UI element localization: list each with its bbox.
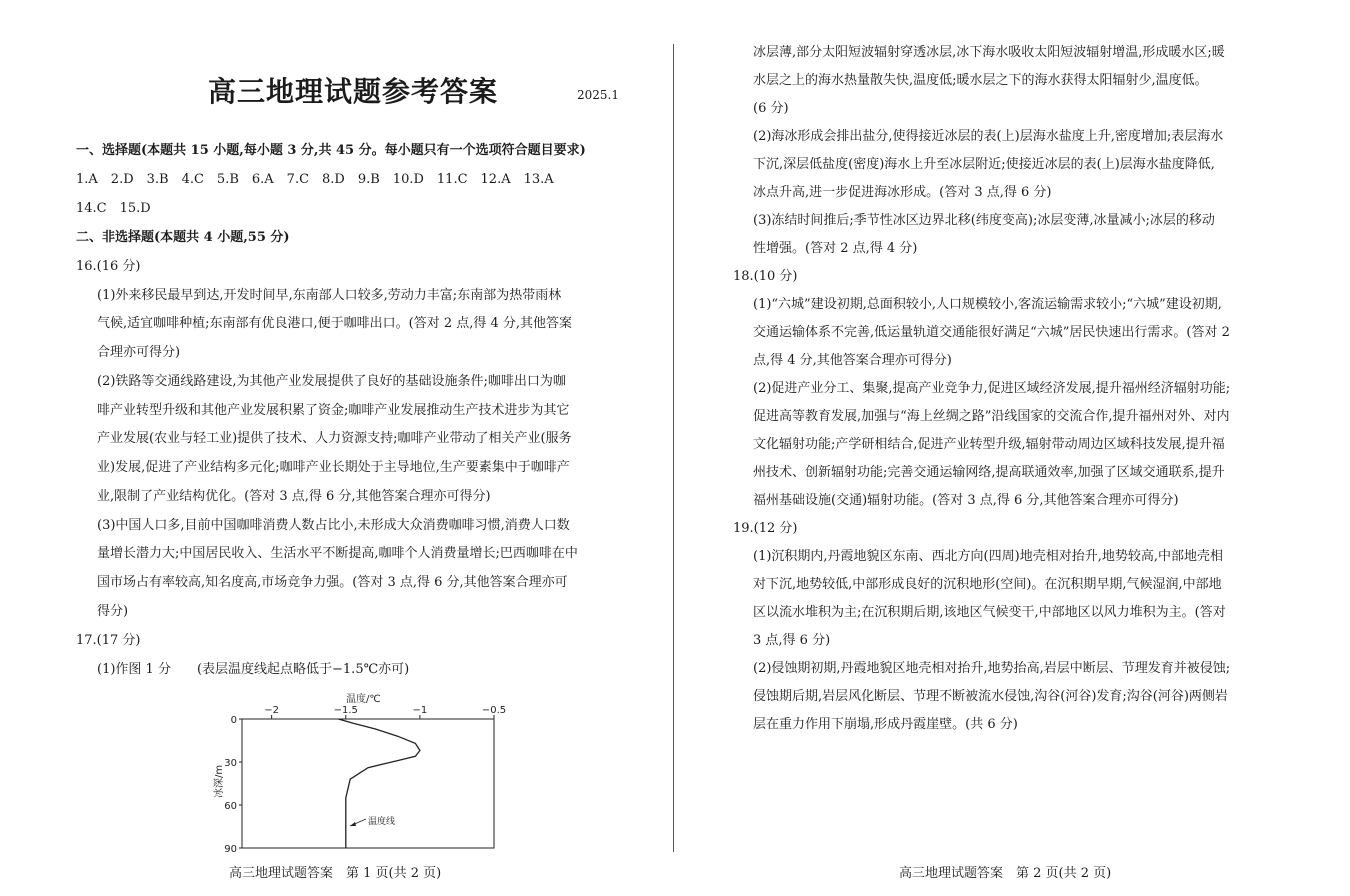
chart-ticks [224,705,506,855]
chart-ylabel: 冰深/m [214,764,225,798]
x-tick-label: −1.5 [333,705,358,716]
p2-line: 水层之上的海水热量散失快,温度低;暖水层之下的海水获得太阳辐射少,温度低。 [753,73,1208,88]
y-tick-label: 30 [224,758,237,769]
y-tick-label: 0 [230,715,237,726]
section1-heading: 一、选择题(本题共 15 小题,每小题 3 分,共 45 分。每小题只有一个选项符合题目要求) [76,143,586,158]
x-tick-label: −0.5 [481,705,507,716]
section2-heading: 二、非选择题(本题共 4 小题,55 分) [76,230,290,245]
p2-line: (2)促进产业分工、集聚,提高产业竞争力,促进区域经济发展,提升福州经济辐射功能; [753,381,1231,396]
q17-heading: 17.(17 分) [76,633,141,648]
q16-line: 气候,适宜咖啡种植;东南部有优良港口,便于咖啡出口。(答对 2 点,得 4 分,其他答案 [97,316,573,331]
y-tick-label: 90 [224,844,237,855]
page-two [676,0,1350,896]
q18-heading: 18.(10 分) [733,269,798,284]
p2-line: 冰层薄,部分太阳短波辐射穿透冰层,冰下海水吸收太阳短波辐射增温,形成暖水区;暖 [753,45,1225,60]
q16-line: 国市场占有率较高,知名度高,市场竞争力强。(答对 3 点,得 6 分,其他答案合理亦可 [97,575,568,590]
p2-line: 促进高等教育发展,加强与“海上丝绸之路”沿线国家的交流合作,提升福州对外、对内 [753,409,1230,424]
q16-line: 业,限制了产业结构优化。(答对 3 点,得 6 分,其他答案合理亦可得分) [97,489,491,504]
p2-line: (1)沉积期内,丹霞地貌区东南、西北方向(四周)地壳相对抬升,地势较高,中部地壳相 [753,549,1223,564]
p2-line: 文化辐射功能;产学研相结合,促进产业转型升级,辐射带动周边区域科技发展,提升福 [753,437,1225,452]
temperature-depth-chart [198,688,518,858]
q16-line: 业)发展,促进了产业结构多元化;咖啡产业长期处于主导地位,生产要素集中于咖啡产 [97,460,570,475]
p2-line: 区以流水堆积为主;在沉积期后期,该地区气候变干,中部地区以风力堆积为主。(答对 [753,605,1226,620]
p2-line: 层在重力作用下崩塌,形成丹霞崖壁。(共 6 分) [753,717,1018,732]
document-title: 高三地理试题参考答案 [208,75,499,108]
p2-line: 交通运输体系不完善,低运量轨道交通能很好满足“六城”居民快速出行需求。(答对 2 [753,325,1230,340]
p2-line: 下沉,深层低盐度(密度)海水上升至冰层附近;使接近冰层的表(上)层海水盐度降低, [753,157,1215,172]
p2-line: 对下沉,地势较低,中部形成良好的沉积地形(空间)。在沉积期早期,气候湿润,中部地 [753,577,1222,592]
q17-line: (1)作图 1 分 (表层温度线起点略低于−1.5℃亦可) [97,662,410,677]
y-tick-label: 60 [224,801,237,812]
p2-line: (3)冻结时间推后;季节性冰区边界北移(纬度变高);冰层变薄,冰量减小;冰层的移动 [753,213,1215,228]
chart-xlabel: 温度/℃ [346,694,381,705]
q16-line: (3)中国人口多,目前中国咖啡消费人数占比小,未形成大众消费咖啡习惯,消费人口数 [97,518,570,533]
q16-line: (2)铁路等交通线路建设,为其他产业发展提供了良好的基础设施条件;咖啡出口为咖 [97,374,566,389]
q16-line: 得分) [97,604,129,619]
q16-line: 量增长潜力大;中国居民收入、生活水平不断提高,咖啡个人消费量增长;巴西咖啡在中 [97,546,578,561]
p2-line: 州技术、创新辐射功能;完善交通运输网络,提高联通效率,加强了区域交通联系,提升 [753,465,1225,480]
p2-line: (6 分) [753,101,789,116]
p2-line: (2)海冰形成会排出盐分,使得接近冰层的表(上)层海水盐度上升,密度增加;表层海水 [753,129,1224,144]
q16-line: 产业发展(农业与轻工业)提供了技术、人力资源支持;咖啡产业带动了相关产业(服务 [97,431,572,446]
p2-line: 3 点,得 6 分) [753,633,831,648]
p2-line: 冰点升高,进一步促进海冰形成。(答对 3 点,得 6 分) [753,185,1052,200]
x-tick-label: −2 [264,705,280,716]
temperature-line-annotation: 温度线 [368,817,396,827]
page-footer: 高三地理试题答案 第 1 页(共 2 页) [229,866,442,881]
q16-line: 合理亦可得分) [97,345,181,360]
page-footer: 高三地理试题答案 第 2 页(共 2 页) [899,866,1112,881]
p2-line: 点,得 4 分,其他答案合理亦可得分) [753,353,952,368]
p2-line: 性增强。(答对 2 点,得 4 分) [753,241,918,256]
q16-line: (1)外来移民最早到达,开发时间早,东南部人口较多,劳动力丰富;东南部为热带雨林 [97,288,562,303]
answers-row-1: 1.A 2.D 3.B 4.C 5.B 6.A 7.C 8.D 9.B 10.D 11.C 12.A 13.A [76,172,554,187]
p2-line: (1)“六城”建设初期,总面积较小,人口规模较小,客流运输需求较小;“六城”建设初期, [753,297,1222,312]
p2-line: 侵蚀期后期,岩层风化断层、节理不断被流水侵蚀,沟谷(河谷)发育;沟谷(河谷)两侧岩 [753,689,1228,704]
annotation-arrowhead [350,822,356,826]
p2-line: 福州基础设施(交通)辐射功能。(答对 3 点,得 6 分,其他答案合理亦可得分) [753,493,1179,508]
document-date: 2025.1 [577,88,619,102]
x-tick-label: −1 [412,705,428,716]
q16-heading: 16.(16 分) [76,259,141,274]
q19-heading: 19.(12 分) [733,521,798,536]
plot-frame [242,719,494,848]
page-divider [673,44,674,852]
p2-line: (2)侵蚀期初期,丹霞地貌区地壳相对抬升,地势抬高,岩层中断层、节理发育并被侵蚀; [753,661,1231,676]
page-one [0,0,672,896]
temperature-line [338,719,420,848]
q16-line: 啡产业转型升级和其他产业发展积累了资金;咖啡产业发展推动生产技术进步为其它 [97,403,570,418]
answers-row-2: 14.C 15.D [76,201,151,216]
